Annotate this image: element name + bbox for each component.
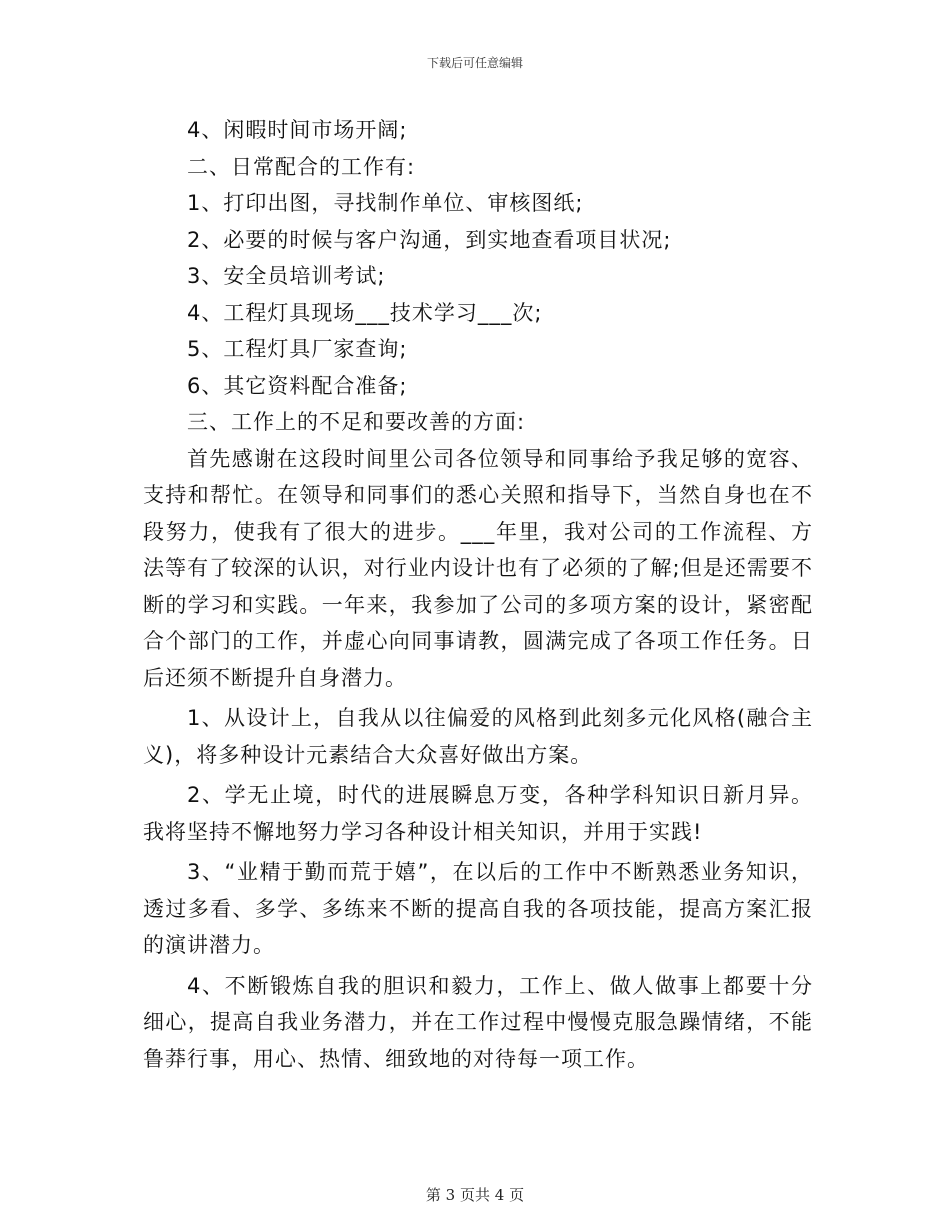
list-item: 2、必要的时候与客户沟通，到实地查看项目状况; [187,227,672,252]
list-item: 5、工程灯具厂家查询; [187,337,408,361]
improvement-point: 1、从设计上，自我从以往偏爱的风格到此刻多元化风格(融合主义)，将多种设计元素结合大众喜好做出方案。 [143,706,813,767]
section-heading: 三、工作上的不足和要改善的方面: [187,410,526,434]
page-number: 第 3 页共 4 页 [425,1186,525,1204]
list-item: 3、安全员培训考试; [187,264,386,288]
intro-paragraph: 首先感谢在这段时间里公司各位领导和同事给予我足够的宽容、支持和帮忙。在领导和同事们的悉心关照和指导下，当然自身也在不段努力，使我有了很大的进步。___年里，我对公司的工作流程、方法等有了较深的认识，对行业内设计也有了必须的了解;但是还需要不断的学习和实践。一年来，我参加了公司的多项方案的设计，紧密配合个部门的工作，并虚心向同事请教，圆满完成了各项工作任务。日后还须不断提升自身潜力。 [143,446,813,690]
list-item: 1、打印出图，寻找制作单位、审核图纸; [187,191,584,215]
improvement-point: 3、“业精于勤而荒于嬉”，在以后的工作中不断熟悉业务知识，透过多看、多学、多练来不断的提高自我的各项技能，提高方案汇报的演讲潜力。 [143,860,813,957]
list-item: 6、其它资料配合准备; [187,373,408,398]
section-heading: 二、日常配合的工作有: [187,154,416,179]
page-header-note: 下载后可任意编辑 [426,56,523,70]
document-body [143,112,813,1077]
improvement-point: 2、学无止境，时代的进展瞬息万变，各种学科知识日新月异。我将坚持不懈地努力学习各种设计相关知识，并用于实践! [143,783,813,844]
list-item: 4、闲暇时间市场开阔; [187,118,408,142]
improvement-point: 4、不断锻炼自我的胆识和毅力，工作上、做人做事上都要十分细心，提高自我业务潜力，并在工作过程中慢慢克服急躁情绪，不能鲁莽行事，用心、热情、细致地的对待每一项工作。 [143,973,813,1071]
list-item: 4、工程灯具现场___技术学习___次; [187,300,543,325]
